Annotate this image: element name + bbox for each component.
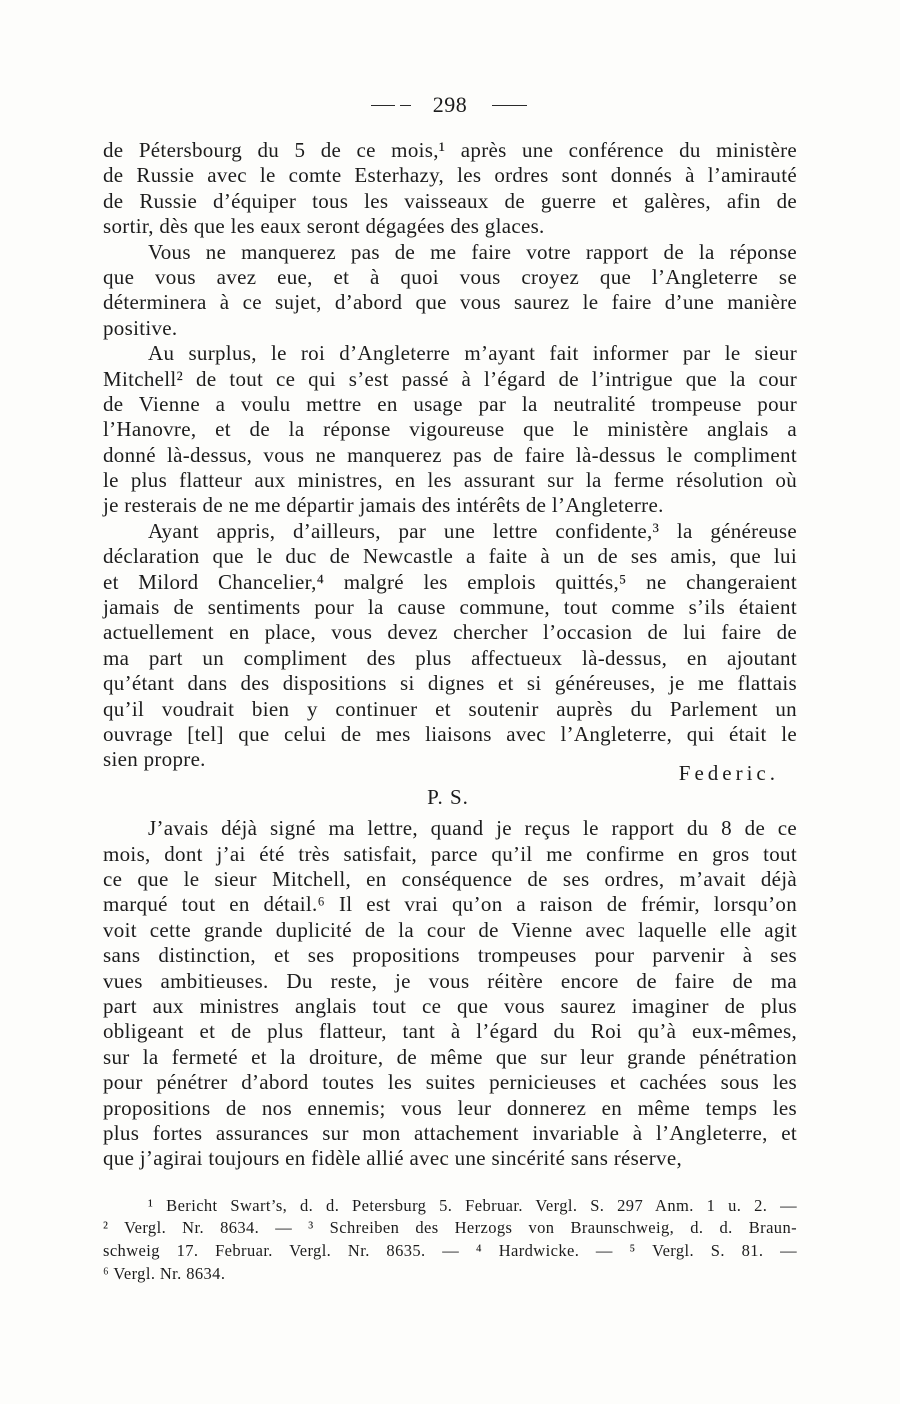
text-line: de Russie d’équiper tous les vaisseaux de guerre et galères, afin de [103, 188, 797, 213]
text-line: de Vienne a voulu mettre en usage par la neutralité trompeuse pour [103, 391, 797, 416]
paragraph [103, 341, 797, 519]
paragraph [103, 816, 797, 1171]
text-line: positive. [103, 315, 178, 340]
postscript-heading: P. S. [427, 785, 469, 809]
text-line: Ayant appris, d’ailleurs, par une lettre confidente,³ la généreuse [148, 518, 797, 543]
footnote-line: ² Vergl. Nr. 8634. — ³ Schreiben des Herzogs von Braunschweig, d. d. Braun- [103, 1218, 797, 1238]
text-line: sur la fermeté et la droiture, de même que sur leur grande pénétration [103, 1044, 797, 1069]
paragraph [103, 138, 797, 240]
text-line: J’avais déjà signé ma lettre, quand je reçus le rapport du 8 de ce [148, 816, 797, 841]
text-line: Au surplus, le roi d’Angleterre m’ayant fait informer par le sieur [148, 341, 797, 366]
text-line: part aux ministres anglais tout ce que vous saurez imaginer de plus [103, 994, 797, 1019]
text-line: déterminera à ce sujet, d’abord que vous saurez le faire d’une manière [103, 290, 797, 315]
signature: Federic. [678, 761, 779, 785]
text-line: Mitchell² de tout ce qui s’est passé à l’égard de l’intrigue que la cour [103, 366, 797, 391]
text-line: qu’il voudrait bien y continuer et soutenir auprès du Parlement un [103, 696, 797, 721]
text-line: voit cette grande duplicité de la cour de Vienne avec laquelle elle agit [103, 917, 797, 942]
text-line: sien propre. [103, 747, 206, 772]
text-line: mois, dont j’ai été très satisfait, parce qu’il me confirme en gros tout [103, 841, 797, 866]
header-rule-right [492, 105, 527, 106]
footnote-line: ¹ Bericht Swart’s, d. d. Petersburg 5. Februar. Vergl. S. 297 Anm. 1 u. 2. — [148, 1195, 797, 1215]
paragraph [103, 240, 797, 342]
text-line: jamais de sentiments pour la cause commune, tout comme s’ils étaient [103, 595, 797, 620]
text-line: que j’agirai toujours en fidèle allié avec une sincérité sans réserve, [103, 1146, 683, 1171]
text-line: pour pénétrer d’abord toutes les suites pernicieuses et cachées sous les [103, 1070, 797, 1095]
text-line: qu’étant dans des dispositions si dignes et si généreuses, je me flattais [103, 671, 797, 696]
text-line: sortir, dès que les eaux seront dégagées des glaces. [103, 214, 545, 239]
text-line: marqué tout en détail.⁶ Il est vrai qu’on a raison de frémir, lorsqu’on [103, 892, 797, 917]
text-line: de Pétersbourg du 5 de ce mois,¹ après une conférence du ministère [103, 138, 797, 162]
page-header [0, 92, 900, 118]
text-line: sans distinction, et ses propositions trompeuses pour parvenir à ses [103, 943, 797, 968]
text-line: propositions de nos ennemis; vous leur donnerez en même temps les [103, 1095, 797, 1120]
text-line: l’Hanovre, et de la réponse vigoureuse que le ministère anglais a [103, 417, 797, 442]
text-line: obligeant et de plus flatteur, tant à l’égard du Roi qu’à eux-mêmes, [103, 1019, 797, 1044]
text-line: plus fortes assurances sur mon attachement invariable à l’Angleterre, et [103, 1120, 797, 1145]
text-line: vues ambitieuses. Du reste, je vous réitère encore de faire de ma [103, 968, 797, 993]
paragraph [103, 519, 797, 773]
letter-body [103, 138, 797, 773]
text-line: je resterais de ne me départir jamais des intérêts de l’Angleterre. [103, 493, 664, 518]
text-line: déclaration que le duc de Newcastle a faite à un de ses amis, que lui [103, 544, 797, 569]
text-line: que vous avez eue, et à quoi vous croyez que l’Angleterre se [103, 264, 797, 289]
footnote-line: schweig 17. Februar. Vergl. Nr. 8635. — ⁴ Hardwicke. — ⁵ Vergl. S. 81. — [103, 1240, 797, 1260]
text-line: ma part un compliment des plus affectueux là-dessus, en ajoutant [103, 645, 797, 670]
text-line: donné là-dessus, vous ne manquerez pas de faire là-dessus le compliment [103, 442, 797, 467]
text-line: actuellement en place, vous devez chercher l’occasion de lui faire de [103, 620, 797, 645]
text-line: Vous ne manquerez pas de me faire votre rapport de la réponse [148, 239, 797, 264]
page-number: 298 [432, 92, 468, 117]
footnotes [103, 1195, 797, 1286]
footnote-line: ⁶ Vergl. Nr. 8634. [103, 1263, 226, 1283]
text-line: ouvrage [tel] que celui de mes liaisons avec l’Angleterre, qui était le [103, 721, 797, 746]
text-line: ce que le sieur Mitchell, en conséquence de ses ordres, m’avait déjà [103, 867, 797, 892]
text-line: de Russie avec le comte Esterhazy, les ordres sont donnés à l’amirauté [103, 163, 797, 188]
postscript-body [103, 816, 797, 1171]
text-line: le plus flatteur aux ministres, en les assurant sur la ferme résolution où [103, 468, 797, 493]
text-line: et Milord Chancelier,⁴ malgré les emplois quittés,⁵ ne changeraient [103, 569, 797, 594]
